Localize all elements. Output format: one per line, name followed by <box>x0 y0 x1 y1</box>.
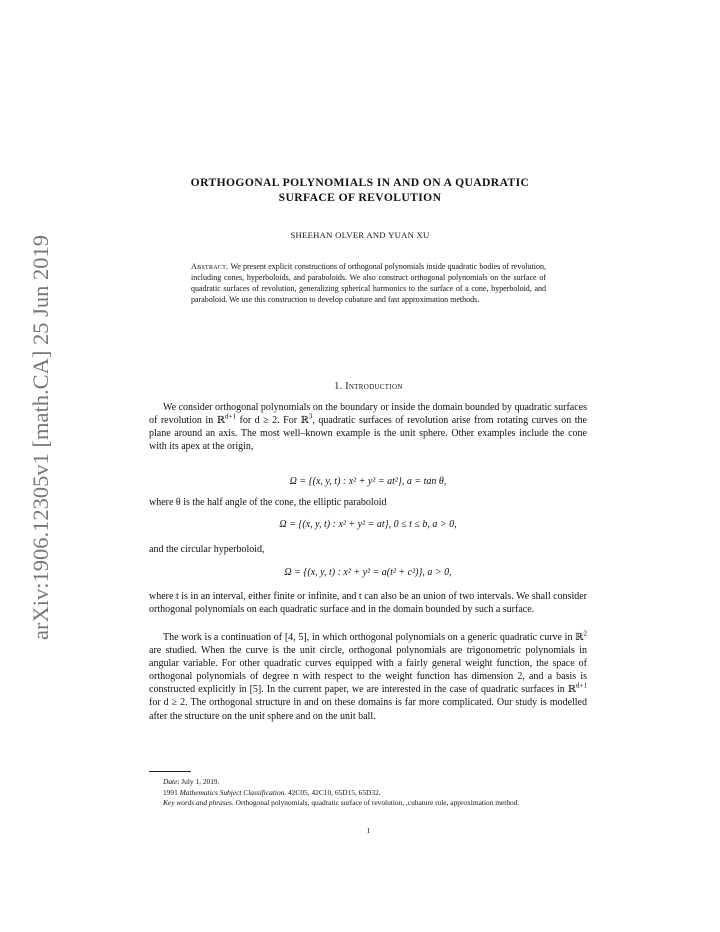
footnote-date-value: : July 1, 2019. <box>177 777 220 786</box>
para3-text-c: for d ≥ 2. The orthogonal structure in and on these domains is far more complicated. Our study is modelled after the structure on the unit sphere and on the unit ball. <box>149 697 587 722</box>
paper-title <box>0 175 720 205</box>
para1-text-b: for d ≥ 2. For ℝ <box>235 415 309 427</box>
page-number: 1 <box>366 826 371 835</box>
footnote-date <box>149 777 587 788</box>
footnote-kw-label: Key words and phrases. <box>163 798 234 808</box>
text-after-eq2-line: and the circular hyperboloid, <box>149 544 265 555</box>
footnotes <box>149 777 587 809</box>
text-after-eq1-line: where θ is the half angle of the cone, the elliptic paraboloid <box>149 497 387 508</box>
footnote-msc-value: 42C05, 42C10, 65D15, 65D32. <box>286 787 381 797</box>
para1-text-c: , quadratic surfaces of revolution arise from rotating curves on the plane around an axis. The most well–known example is the unit sphere. Other examples include the cone with its apex at the origin, <box>149 415 587 453</box>
text-after-eq1 <box>149 496 587 509</box>
section-heading-text: 1. Introduction <box>334 381 403 392</box>
para2-text: where t is in an interval, either finite or infinite, and t can also be an union of two intervals. We shall consider orthogonal polynomials on each quadratic surface and in the domain bounded by such a surface. <box>149 591 587 616</box>
arxiv-stamp-text: arXiv:1906.12305v1 [math.CA] 25 Jun 2019 <box>28 235 53 640</box>
para1-text-a: We consider orthogonal polynomials on the boundary or inside the domain bounded by quadratic surfaces of revolution in ℝ <box>149 402 587 427</box>
abstract-label: Abstract. <box>191 262 229 271</box>
paragraph-2 <box>149 590 587 616</box>
footnote-msc-label: Mathematics Subject Classification. <box>179 787 287 797</box>
abstract <box>191 262 546 306</box>
para3-sup-a: 2 <box>583 629 587 638</box>
paragraph-1 <box>149 401 587 453</box>
authors: SHEEHAN OLVER AND YUAN XU <box>290 230 430 240</box>
text-after-eq2 <box>149 543 587 556</box>
para3-text-a: The work is a continuation of [4, 5], in which orthogonal polynomials on a generic quadratic curve in ℝ <box>163 632 584 643</box>
footnote-kw-value: Orthogonal polynomials, quadratic surface of revolution, ,cubature rule, approximation method. <box>233 798 520 808</box>
equation-hyperboloid: Ω = {(x, y, t) : x² + y² = a(t² + c²)}, a > 0, <box>284 567 452 578</box>
equation-cone: Ω = {(x, y, t) : x² + y² = at²}, a = tan θ, <box>289 476 447 487</box>
abstract-text: We present explicit constructions of orthogonal polynomials inside quadratic bodies of revolution, including cones, hyperboloids, and paraboloids. We also construct orthogonal polynomials on the surface of quadratic surfaces of revolution, generalizing spherical harmonics to the surface of a cone, hyperboloid, and paraboloid. We use this construction to develop cubature and fast approximation methods. <box>191 262 546 304</box>
section-heading <box>0 381 720 392</box>
title-line-2: SURFACE OF REVOLUTION <box>278 191 442 204</box>
footnote-msc-prefix: 1991 <box>163 787 180 797</box>
para3-sup-b: d+1 <box>576 682 587 691</box>
footnote-keywords <box>149 798 587 809</box>
arxiv-stamp-graphic <box>14 235 56 645</box>
para1-sup-b: 3 <box>308 412 313 421</box>
footnote-msc <box>149 788 587 799</box>
para3-text-b: are studied. When the curve is the unit circle, orthogonal polynomials are trigonometric polynomials in angular variable. For other quadratic curves equipped with a fairly general weight function, the space of orthogonal polynomials of degree n with respect to the weight function has dimension 2, and a basis is constructed explicitly in [5]. In the current paper, we are interested in the case of quadratic surfaces in ℝ <box>149 645 587 696</box>
arxiv-stamp <box>14 235 56 645</box>
equation-paraboloid: Ω = {(x, y, t) : x² + y² = at}, 0 ≤ t ≤ b, a > 0, <box>279 519 457 530</box>
para1-sup-a: d+1 <box>225 412 236 421</box>
footnote-rule <box>149 771 191 772</box>
footnote-date-label: Date <box>163 777 178 786</box>
title-line-1: ORTHOGONAL POLYNOMIALS IN AND ON A QUADRATIC <box>190 176 530 189</box>
paragraph-3 <box>149 631 587 723</box>
